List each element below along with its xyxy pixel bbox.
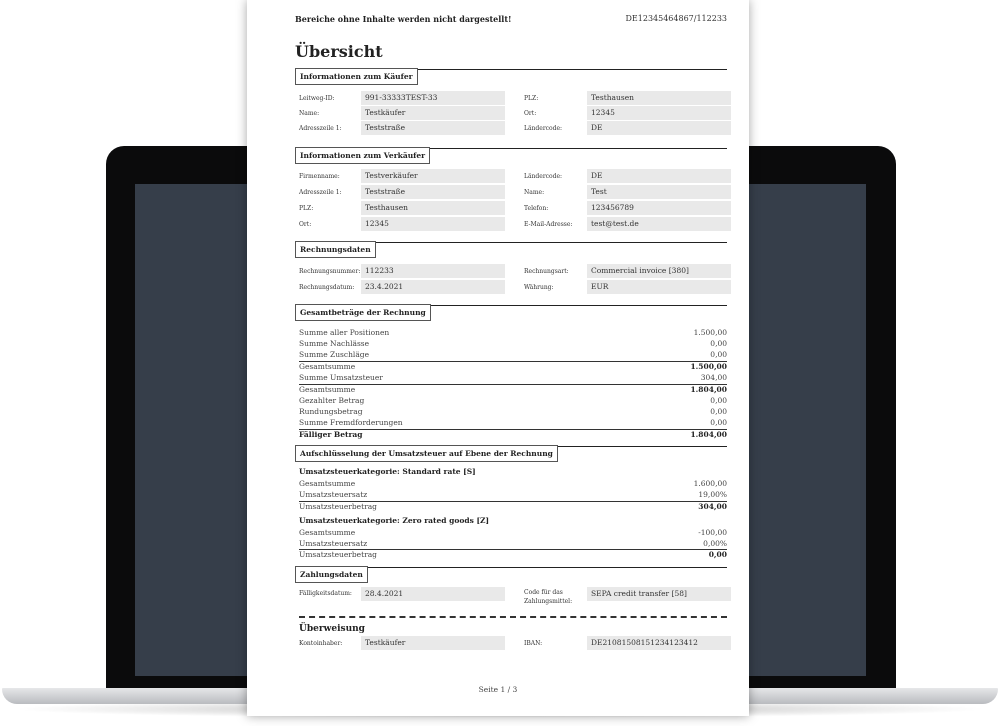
invoice-section-heading: Rechnungsdaten <box>295 241 376 258</box>
row-value: 0,00 <box>708 550 727 559</box>
field-label: Rechnungsart: <box>524 268 569 275</box>
field-label: Ländercode: <box>524 125 563 132</box>
buyer-plz-value: Testhausen <box>587 91 731 105</box>
field-label: Name: <box>299 110 320 117</box>
field-label: Telefon: <box>524 205 549 212</box>
totals-row <box>299 349 727 360</box>
page-title: Übersicht <box>295 42 383 61</box>
row-value: 0,00 <box>710 407 727 416</box>
row-value: 0,00 <box>710 339 727 348</box>
seller-country-value: DE <box>587 169 731 183</box>
field-label: Rechnungsnummer: <box>299 268 361 275</box>
vat-row <box>299 538 727 549</box>
vat-row <box>299 549 727 560</box>
totals-row <box>299 395 727 406</box>
field-label: Ländercode: <box>524 173 563 180</box>
seller-company-value: Testverkäufer <box>361 169 505 183</box>
buyer-name-value: Testkäufer <box>361 106 505 120</box>
seller-city-value: 12345 <box>361 217 505 231</box>
vat-category-title: Umsatzsteuerkategorie: Standard rate [S] <box>299 467 476 476</box>
row-value: 1.500,00 <box>690 362 727 371</box>
vat-row <box>299 501 727 512</box>
iban-value: DE21081508151234123412 <box>587 636 731 650</box>
field-label: Rechnungsdatum: <box>299 284 355 291</box>
seller-contact-name-value: Test <box>587 185 731 199</box>
row-value: -100,00 <box>698 528 727 537</box>
buyer-city-value: 12345 <box>587 106 731 120</box>
totals-row <box>299 372 727 383</box>
field-label: Kontoinhaber: <box>299 640 343 647</box>
row-label: Gesamtsumme <box>299 528 356 537</box>
seller-section-heading: Informationen zum Verkäufer <box>295 147 430 164</box>
seller-address-value: Teststraße <box>361 185 505 199</box>
row-label: Gesamtsumme <box>299 479 356 488</box>
row-label: Umsatzsteuersatz <box>299 539 368 548</box>
row-label: Gesamtsumme <box>299 385 356 394</box>
row-value: 304,00 <box>698 502 727 511</box>
invoice-currency-value: EUR <box>587 280 731 294</box>
buyer-leitweg-id-value: 991-33333TEST-33 <box>361 91 505 105</box>
row-value: 0,00% <box>703 539 727 548</box>
dashed-divider <box>299 616 727 618</box>
vat-row <box>299 489 727 500</box>
payment-means-value: SEPA credit transfer [58] <box>587 587 731 601</box>
seller-plz-value: Testhausen <box>361 201 505 215</box>
field-label: Währung: <box>524 284 554 291</box>
row-label: Gezahlter Betrag <box>299 396 365 405</box>
totals-section-heading: Gesamtbeträge der Rechnung <box>295 304 431 321</box>
row-label: Summe Nachlässe <box>299 339 370 348</box>
invoice-page <box>247 0 749 716</box>
totals-row <box>299 384 727 395</box>
invoice-number-value: 112233 <box>361 264 505 278</box>
totals-row <box>299 417 727 428</box>
totals-row <box>299 338 727 349</box>
row-value: 0,00 <box>710 350 727 359</box>
buyer-section-heading: Informationen zum Käufer <box>295 68 418 85</box>
totals-row <box>299 361 727 372</box>
empty-areas-note: Bereiche ohne Inhalte werden nicht dargestellt! <box>295 14 512 24</box>
payment-section-heading: Zahlungsdaten <box>295 566 368 583</box>
totals-row <box>299 327 727 338</box>
field-label: PLZ: <box>524 95 539 102</box>
row-value: 1.500,00 <box>693 328 727 337</box>
row-label: Rundungsbetrag <box>299 407 363 416</box>
vat-category-title: Umsatzsteuerkategorie: Zero rated goods [Z] <box>299 516 490 525</box>
document-id: DE12345464867/112233 <box>625 14 727 23</box>
payment-due-date-value: 28.4.2021 <box>361 587 505 601</box>
transfer-title: Überweisung <box>299 624 365 634</box>
row-value: 0,00 <box>710 418 727 427</box>
field-label: Adresszeile 1: <box>299 125 342 132</box>
row-value: 0,00 <box>710 396 727 405</box>
row-label: Summe Fremdforderungen <box>299 418 403 427</box>
field-label: Code für das <box>524 589 563 596</box>
row-value: 1.804,00 <box>690 385 727 394</box>
vat-row <box>299 527 727 538</box>
row-value: 1.600,00 <box>693 479 727 488</box>
row-label: Gesamtsumme <box>299 362 356 371</box>
row-label: Umsatzsteuerbetrag <box>299 502 377 511</box>
amount-due-row <box>299 429 727 440</box>
row-label: Umsatzsteuersatz <box>299 490 368 499</box>
field-label: Firmenname: <box>299 173 340 180</box>
field-label: PLZ: <box>299 205 314 212</box>
invoice-date-value: 23.4.2021 <box>361 280 505 294</box>
row-label: Summe aller Positionen <box>299 328 390 337</box>
field-label: Leitweg-ID: <box>299 95 335 102</box>
row-value: 304,00 <box>700 373 727 382</box>
vat-row <box>299 478 727 489</box>
row-label: Fälliger Betrag <box>299 430 363 439</box>
field-label: IBAN: <box>524 640 543 647</box>
vat-section-heading: Aufschlüsselung der Umsatzsteuer auf Ebene der Rechnung <box>295 445 558 462</box>
field-label: Zahlungsmittel: <box>524 598 573 605</box>
account-holder-value: Testkäufer <box>361 636 505 650</box>
totals-row <box>299 406 727 417</box>
field-label: Name: <box>524 189 545 196</box>
seller-phone-value: 123456789 <box>587 201 731 215</box>
row-label: Umsatzsteuerbetrag <box>299 550 377 559</box>
row-value: 1.804,00 <box>690 430 727 439</box>
field-label: Adresszeile 1: <box>299 189 342 196</box>
seller-email-value: test@test.de <box>587 217 731 231</box>
row-label: Summe Zuschläge <box>299 350 370 359</box>
field-label: E-Mail-Adresse: <box>524 221 573 228</box>
invoice-type-value: Commercial invoice [380] <box>587 264 731 278</box>
row-label: Summe Umsatzsteuer <box>299 373 383 382</box>
field-label: Ort: <box>299 221 312 228</box>
buyer-country-value: DE <box>587 121 731 135</box>
field-label: Fälligkeitsdatum: <box>299 590 352 597</box>
page-number: Seite 1 / 3 <box>478 685 518 694</box>
buyer-address-value: Teststraße <box>361 121 505 135</box>
field-label: Ort: <box>524 110 537 117</box>
row-value: 19,00% <box>698 490 727 499</box>
